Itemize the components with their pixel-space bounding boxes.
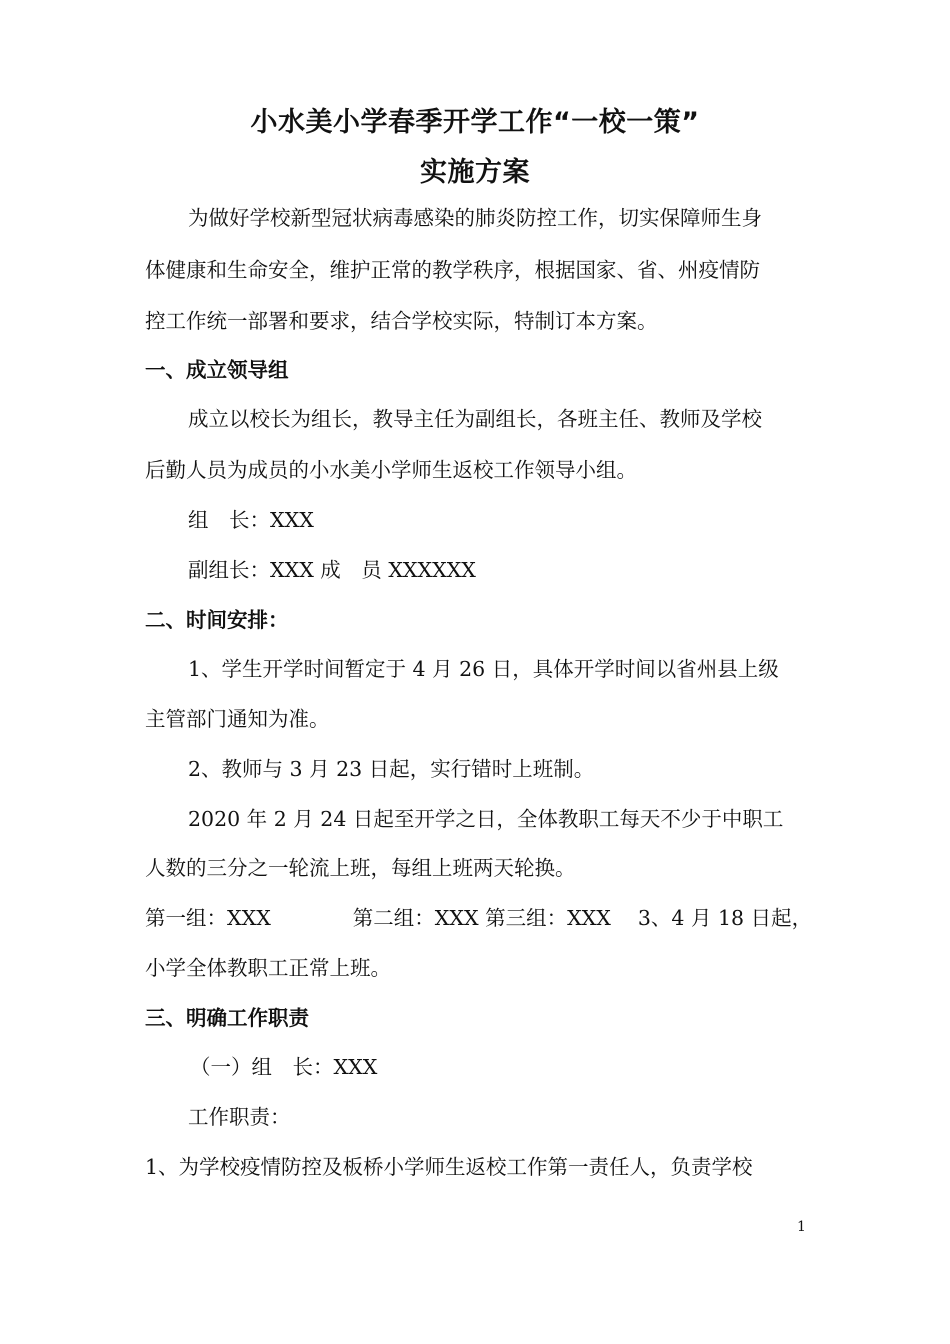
section-1-heading: 一、成立领导组 bbox=[145, 358, 289, 382]
section-2-item-1-line-2: 主管部门通知为准。 bbox=[145, 707, 330, 731]
groups-line: 第一组：XXX 第二组：XXX 第三组：XXX 3、4 月 18 日起， bbox=[145, 906, 813, 930]
page-number: 1 bbox=[797, 1219, 806, 1235]
section-1-body-line-1: 成立以校长为组长，教导主任为副组长，各班主任、教师及学校 bbox=[188, 407, 762, 431]
groups-tail: 小学全体教职工正常上班。 bbox=[145, 956, 391, 980]
section-1-body-line-2: 后勤人员为成员的小水美小学师生返校工作领导小组。 bbox=[145, 458, 637, 482]
intro-line-1: 为做好学校新型冠状病毒感染的肺炎防控工作，切实保障师生身 bbox=[188, 206, 762, 230]
duty-label: 工作职责： bbox=[188, 1105, 291, 1129]
intro-line-3: 控工作统一部署和要求，结合学校实际，特制订本方案。 bbox=[145, 309, 658, 333]
duty-item-1: 1、为学校疫情防控及板桥小学师生返校工作第一责任人，负责学校 bbox=[145, 1155, 753, 1179]
section-2-item-1-line-1: 1、学生开学时间暂定于 4 月 26 日，具体开学时间以省州县上级 bbox=[188, 657, 779, 681]
section-3-heading: 三、明确工作职责 bbox=[145, 1006, 309, 1030]
section-2-item-3-line-1: 2020 年 2 月 24 日起至开学之日，全体教职工每天不少于中职工 bbox=[188, 807, 784, 831]
leader-line: 组 长：XXX bbox=[188, 508, 314, 532]
intro-line-2: 体健康和生命安全，维护正常的教学秩序，根据国家、省、州疫情防 bbox=[145, 258, 760, 282]
section-2-item-2: 2、教师与 3 月 23 日起，实行错时上班制。 bbox=[188, 757, 595, 781]
section-3-leader: （一）组 长：XXX bbox=[190, 1055, 378, 1079]
section-2-heading: 二、时间安排： bbox=[145, 608, 289, 632]
deputy-members-line: 副组长：XXX 成 员 XXXXXX bbox=[188, 558, 476, 582]
document-title-line2: 实施方案 bbox=[420, 157, 530, 188]
section-2-item-3-line-2: 人数的三分之一轮流上班，每组上班两天轮换。 bbox=[145, 856, 576, 880]
document-title-line1: 小水美小学春季开学工作“一校一策” bbox=[250, 107, 700, 138]
